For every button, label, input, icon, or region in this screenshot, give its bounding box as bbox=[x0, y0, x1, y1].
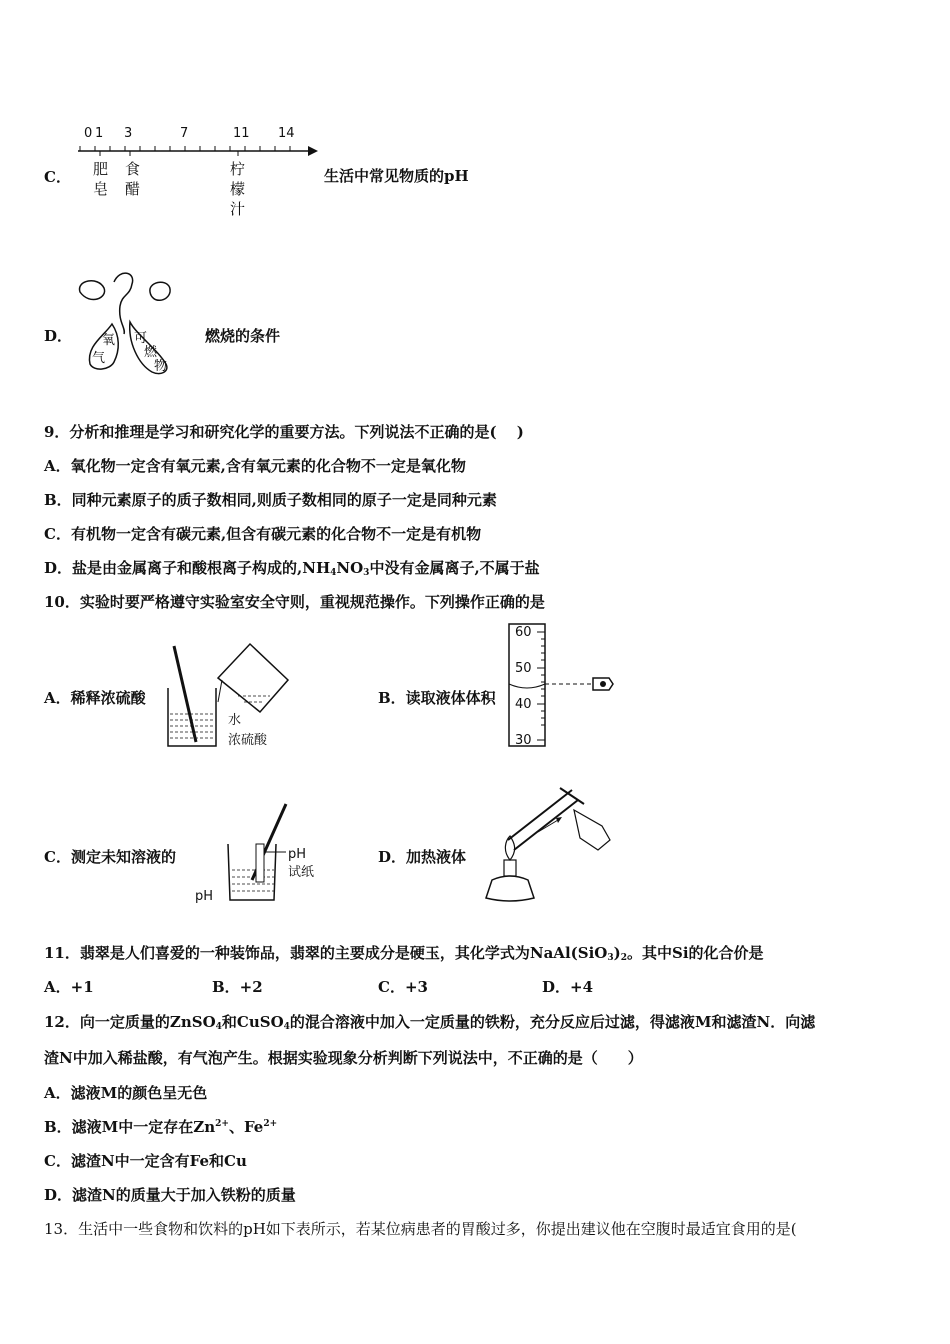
ph-paper-label: pH bbox=[288, 847, 307, 862]
q11-option-b: B．+2 bbox=[212, 978, 263, 996]
soap-label: 皂 bbox=[93, 180, 109, 198]
q13-stem: 13．生活中一些食物和饮料的pH如下表所示，若某位病患者的胃酸过多，你提出建议他在空腹时最适宜食用的是( bbox=[44, 1220, 797, 1238]
ph-test-figure bbox=[190, 800, 330, 908]
ph-tick-label: 7 bbox=[180, 126, 189, 141]
ph-tick-label: 14 bbox=[278, 126, 295, 141]
oxygen-label: 氧 bbox=[102, 333, 116, 348]
ph-tick-label: 3 bbox=[124, 126, 133, 141]
dilute-acid-figure bbox=[160, 640, 290, 752]
soap-label: 肥 bbox=[93, 160, 109, 178]
q8-option-c-label: C． bbox=[44, 168, 71, 186]
heating-liquid-figure bbox=[478, 780, 618, 910]
ph-tick-label: 1 bbox=[95, 126, 104, 141]
combustible-label: 可 bbox=[134, 331, 148, 346]
ph-paper-label: 试纸 bbox=[288, 865, 315, 880]
ph-tick-label: 11 bbox=[233, 126, 250, 141]
water-label: 水 bbox=[228, 713, 242, 728]
q9-option-a: A．氧化物一定含有氧元素,含有氧元素的化合物不一定是氧化物 bbox=[44, 457, 466, 475]
q9-option-b: B．同种元素原子的质子数相同,则质子数相同的原子一定是同种元素 bbox=[44, 491, 497, 509]
q10-option-a: A．稀释浓硫酸 bbox=[44, 689, 146, 707]
lemon-juice-label: 汁 bbox=[230, 200, 246, 218]
ph-figure-caption: 生活中常见物质的pH bbox=[324, 167, 469, 185]
q9-option-c: C．有机物一定含有碳元素,但含有碳元素的化合物不一定是有机物 bbox=[44, 525, 482, 543]
combustion-conditions-figure bbox=[74, 266, 184, 378]
q10-option-d: D．加热液体 bbox=[378, 848, 467, 866]
cylinder-mark-40: 40 bbox=[515, 697, 532, 712]
combustion-figure-caption: 燃烧的条件 bbox=[205, 327, 281, 345]
cylinder-mark-30: 30 bbox=[515, 733, 532, 748]
ph-label: pH bbox=[195, 889, 214, 904]
q10-option-c: C．测定未知溶液的 bbox=[44, 848, 176, 866]
q11-option-a: A．+1 bbox=[44, 978, 94, 996]
vinegar-label: 食 bbox=[125, 160, 141, 178]
conc-acid-label: 浓硫酸 bbox=[228, 733, 268, 748]
q9-stem: 9．分析和推理是学习和研究化学的重要方法。下列说法不正确的是( ) bbox=[44, 423, 524, 441]
combustible-label: 物 bbox=[154, 359, 168, 374]
q11-stem: 11．翡翠是人们喜爱的一种装饰品，翡翠的主要成分是硬玉，其化学式为$NaAl(SiO_3)_2$。其中Si的化合价是 bbox=[44, 944, 764, 963]
lemon-juice-label: 檬 bbox=[230, 180, 246, 198]
combustible-label: 燃 bbox=[144, 345, 158, 360]
ph-scale-figure bbox=[70, 118, 330, 228]
q10-stem: 10．实验时要严格遵守实验室安全守则，重视规范操作。下列操作正确的是 bbox=[44, 593, 545, 611]
q10-option-b: B．读取液体体积 bbox=[378, 689, 496, 707]
q12-stem-line1: 12．向一定质量的ZnSO$_4$和CuSO$_4$的混合溶液中加入一定质量的铁粉，充分反应后过滤，得滤液M和滤渣N．向滤 bbox=[44, 1013, 816, 1032]
q9-option-d: D．盐是由金属离子和酸根离子构成的$,NH_4NO_3$中没有金属离子,不属于盐 bbox=[44, 559, 540, 578]
q12-option-d: D．滤渣N的质量大于加入铁粉的质量 bbox=[44, 1186, 296, 1204]
cylinder-mark-50: 50 bbox=[515, 661, 532, 676]
q11-option-d: D．+4 bbox=[542, 978, 594, 996]
graduated-cylinder-figure bbox=[505, 622, 620, 750]
cylinder-mark-60: 60 bbox=[515, 625, 532, 640]
q12-option-b: B．滤液M中一定存在$Zn^{2+}$、$Fe^{2+}$ bbox=[44, 1118, 278, 1136]
vinegar-label: 醋 bbox=[125, 180, 141, 198]
lemon-juice-label: 柠 bbox=[230, 160, 246, 178]
q8-option-d-label: D． bbox=[44, 327, 73, 345]
q11-option-c: C．+3 bbox=[378, 978, 428, 996]
q12-option-a: A．滤液M的颜色呈无色 bbox=[44, 1084, 208, 1102]
ph-tick-label: 0 bbox=[84, 126, 93, 141]
q12-stem-line2: 渣N中加入稀盐酸，有气泡产生。根据实验现象分析判断下列说法中，不正确的是（ ） bbox=[44, 1049, 643, 1067]
oxygen-label: 气 bbox=[92, 351, 106, 366]
q12-option-c: C．滤渣N中一定含有Fe和Cu bbox=[44, 1152, 247, 1170]
